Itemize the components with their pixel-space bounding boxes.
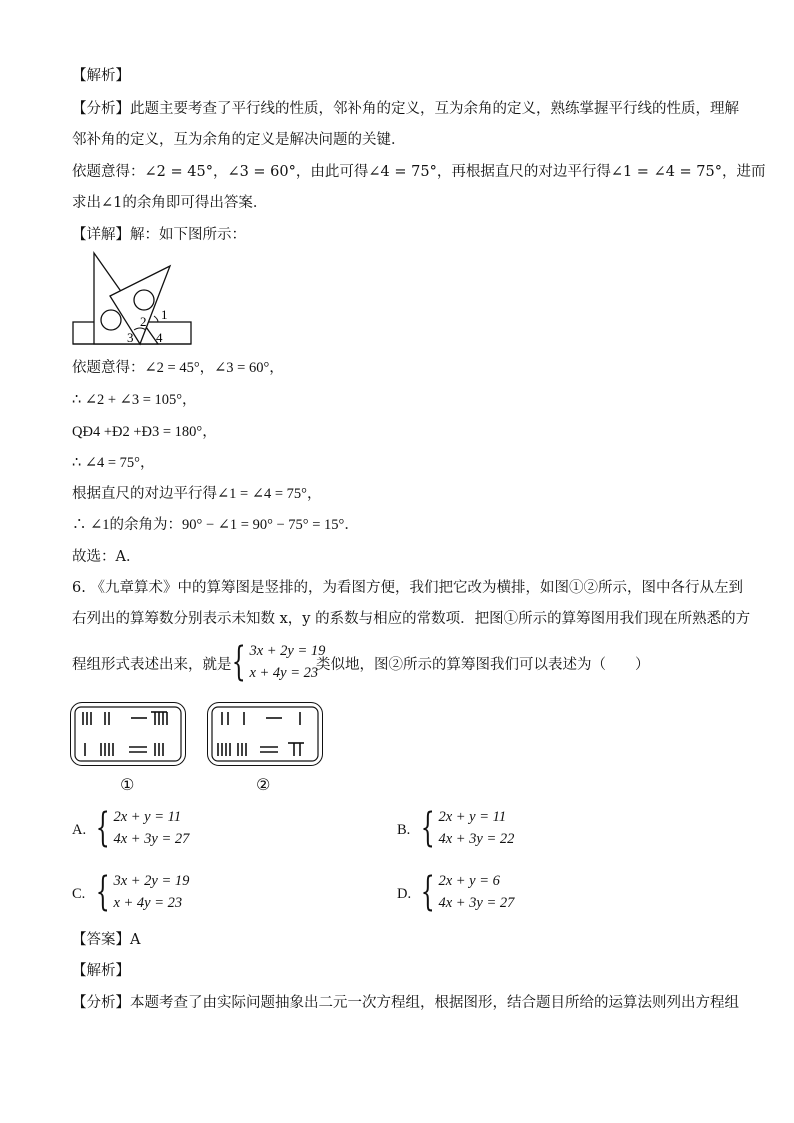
- analysis-text: 【分析】本题考查了由实际问题抽象出二元一次方程组，根据图形，结合题目所给的运算法则列出方程组: [72, 995, 739, 1011]
- figure-label: ②: [256, 775, 271, 794]
- equation: 4x + 3y = 27: [113, 831, 190, 847]
- equation: 4x + 3y = 27: [438, 895, 515, 911]
- equation: 3x + 2y = 19: [113, 873, 190, 889]
- equation: x + 4y = 23: [249, 665, 319, 681]
- option-label: D.: [397, 886, 412, 902]
- angle-label: 4: [156, 330, 163, 345]
- angle-label: 1: [161, 307, 168, 322]
- solution-step: ∴ ∠4 = 75°，: [72, 455, 155, 471]
- option-equation-system: { 2x + y = 11 4x + 3y = 27: [95, 805, 190, 851]
- solution-step: 根据直尺的对边平行得∠1 = ∠4 = 75°，: [72, 486, 322, 502]
- question-text: 6. 《九章算术》中的算筹图是竖排的，为看图方便，我们把它改为横排，如图①②所示，图中各行从左到: [72, 580, 743, 596]
- counting-rod-figure-2: [207, 702, 323, 766]
- answer-text: 【答案】A: [72, 932, 141, 948]
- solution-answer: 故选：A．: [72, 549, 141, 565]
- counting-rod-figure-1: [70, 702, 186, 766]
- equation: x + 4y = 23: [113, 895, 183, 911]
- option-label: B.: [397, 822, 411, 838]
- option-equation-system: { 2x + y = 6 4x + 3y = 27: [420, 869, 515, 915]
- analysis-text: 邻补角的定义，互为余角的定义是解决问题的关键．: [72, 132, 406, 148]
- option-equation-system: { 3x + 2y = 19 x + 4y = 23: [95, 869, 190, 915]
- figure-label: ①: [120, 775, 135, 794]
- equation: 2x + y = 11: [438, 809, 507, 825]
- equation: 3x + 2y = 19: [249, 643, 326, 659]
- detailed-solution-heading: 【详解】解：如下图所示：: [72, 227, 246, 243]
- solution-step: ∴ ∠2 + ∠3 = 105°，: [72, 392, 197, 408]
- equation: 4x + 3y = 22: [438, 831, 515, 847]
- solution-step: QÐ4 +Ð2 +Ð3 = 180°，: [72, 424, 217, 440]
- reasoning-text: 求出∠1的余角即可得出答案．: [72, 195, 268, 211]
- question-text: 程组形式表述出来，就是: [72, 657, 232, 673]
- example-equation-system: { 3x + 2y = 19 x + 4y = 23: [231, 639, 326, 685]
- solution-step: ∴ ∠1的余角为：90° − ∠1 = 90° − 75° = 15°．: [72, 517, 359, 533]
- option-equation-system: { 2x + y = 11 4x + 3y = 22: [420, 805, 515, 851]
- question-text: 右列出的算筹数分别表示未知数 x，y 的系数与相应的常数项．把图①所示的算筹图用我们现在所熟悉的方: [72, 611, 751, 627]
- question-text: 类似地，图②所示的算筹图我们可以表述为（ ）: [316, 657, 650, 673]
- reasoning-text: 依题意得：∠2 = 45°，∠3 = 60°，由此可得∠4 = 75°，再根据直尺的对边平行得∠1 = ∠4 = 75°，进而: [72, 164, 766, 180]
- triangle-ruler-figure: [70, 250, 195, 350]
- equation: 2x + y = 11: [113, 809, 182, 825]
- section-heading-analysis: 【解析】: [72, 68, 130, 84]
- option-label: A.: [72, 822, 87, 838]
- angle-label: 2: [140, 314, 147, 329]
- option-label: C.: [72, 886, 86, 902]
- analysis-text: 【分析】此题主要考查了平行线的性质，邻补角的定义，互为余角的定义，熟练掌握平行线的性质，理解: [72, 101, 739, 117]
- solution-step: 依题意得：∠2 = 45°，∠3 = 60°，: [72, 360, 284, 376]
- equation: 2x + y = 6: [438, 873, 500, 889]
- section-heading-analysis: 【解析】: [72, 963, 130, 979]
- angle-label: 3: [127, 330, 134, 345]
